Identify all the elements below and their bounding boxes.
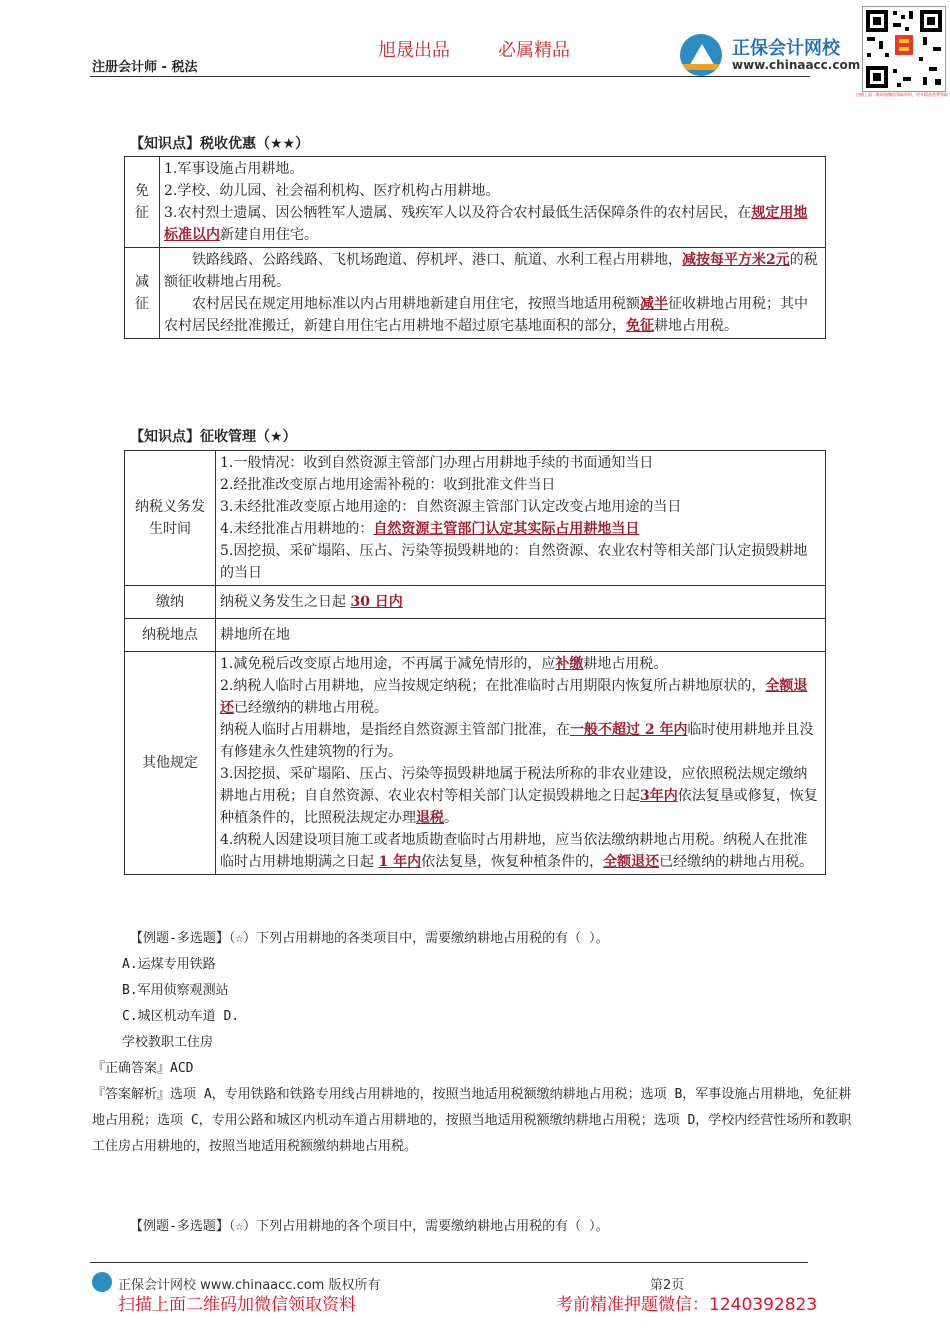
option-b: B.军用侦察观测站	[122, 983, 229, 998]
option-a: A.运煤专用铁路	[122, 957, 216, 972]
highlight-text: 全额退还	[220, 678, 808, 716]
reduce-content	[160, 248, 826, 339]
highlight-text: 减半	[640, 296, 668, 312]
row-label: 缴纳	[125, 586, 216, 619]
header-slogan-right: 必属精品	[498, 40, 570, 61]
brand-logo-icon	[680, 34, 722, 76]
brand-url: www.chinaacc.com	[732, 58, 861, 72]
highlight-text: 减按每平方米2元	[682, 252, 790, 268]
highlight-text: 退税	[416, 810, 444, 826]
highlight-text: 补缴	[555, 656, 584, 672]
exempt-content	[160, 157, 826, 248]
row-content: 耕地所在地	[216, 619, 826, 652]
table-row	[125, 248, 826, 339]
example1-question: 【例题-多选题】（☆）下列占用耕地的各类项目中，需要缴纳耕地占用税的有（ ）。	[130, 931, 609, 946]
list-item: 1.军事设施占用耕地。	[164, 161, 304, 177]
table-row	[125, 652, 826, 875]
row-label: 纳税义务发生时间	[125, 451, 216, 586]
row-content: 纳税义务发生之日起 30 日内	[216, 586, 826, 619]
list-item: 1.一般情况：收到自然资源主管部门办理占用耕地手续的书面通知当日	[220, 455, 654, 471]
tax-incentive-table	[124, 156, 826, 339]
highlight-text: 30 日内	[350, 594, 403, 610]
list-item: 3.未经批准改变原占地用途的：自然资源主管部门认定改变占地用途的当日	[220, 499, 682, 515]
qr-caption: 扫描上面二维码加微信领取资料，更多精品免费领取	[856, 92, 948, 97]
footer-logo-icon	[92, 1272, 112, 1292]
footer-divider	[90, 1262, 808, 1263]
example2-question: 【例题-多选题】（☆）下列占用耕地的各个项目中，需要缴纳耕地占用税的有（ ）。	[130, 1219, 609, 1234]
row-label: 纳税地点	[125, 619, 216, 652]
list-item: 4.纳税人因建设项目施工或者地质勘查临时占用耕地，应当依法缴纳耕地占用税。纳税人在批准临时占用耕地期满之日起 1 年内依法复垦，恢复种植条件的，全额退还已经缴纳的耕地占用税。	[220, 832, 814, 870]
section1-title: 【知识点】税收优惠（★★）	[130, 136, 310, 152]
paragraph: 农村居民在规定用地标准以内占用耕地新建自用住宅，按照当地适用税额减半征收耕地占用税；其中农村居民经批准搬迁，新建自用住宅占用耕地不超过原宅基地面积的部分，免征耕地占用税。	[164, 296, 808, 334]
brand-name: 正保会计网校	[732, 38, 840, 59]
example1-answer: 『正确答案』ACD	[92, 1061, 194, 1076]
list-item: 4.未经批准占用耕地的：自然资源主管部门认定其实际占用耕地当日	[220, 521, 640, 537]
list-item: 2.学校、幼儿园、社会福利机构、医疗机构占用耕地。	[164, 183, 500, 199]
header-divider	[90, 76, 810, 77]
table-row	[125, 157, 826, 248]
page-number: 第2页	[650, 1278, 685, 1293]
list-item: 纳税人临时占用耕地，是指经自然资源主管部门批准，在一般不超过 2 年内临时使用耕地并且没有修建永久性建筑物的行为。	[220, 722, 814, 760]
section2-title: 【知识点】征收管理（★）	[130, 429, 297, 445]
highlight-text: 自然资源主管部门认定其实际占用耕地当日	[373, 521, 640, 537]
paragraph: 铁路线路、公路线路、飞机场跑道、停机坪、港口、航道、水利工程占用耕地，减按每平方米2元的税额征收耕地占用税。	[164, 252, 818, 290]
header-slogan-left: 旭晟出品	[378, 40, 450, 61]
highlight-text: 全额退还	[603, 854, 660, 870]
list-item: 2.经批准改变原占地用途需补税的：收到批准文件当日	[220, 477, 556, 493]
highlight-text: 规定用地标准以内	[164, 205, 808, 243]
footer-copyright: 正保会计网校 www.chinaacc.com 版权所有	[118, 1278, 381, 1293]
row-label: 其他规定	[125, 652, 216, 875]
highlight-text: 1 年内	[378, 854, 422, 870]
promo-right: 考前精准押题微信：1240392823	[556, 1295, 818, 1315]
list-item: 3.农村烈士遗属、因公牺牲军人遗属、残疾军人以及符合农村最低生活保障条件的农村居民，在规定用地标准以内新建自用住宅。	[164, 205, 808, 243]
option-c: C.城区机动车道 D.	[122, 1009, 240, 1024]
collection-management-table	[124, 450, 826, 875]
option-d: 学校教职工住房	[122, 1035, 214, 1050]
reduce-label: 减征	[125, 248, 160, 339]
qr-code-icon	[862, 6, 946, 92]
example1-analysis: 『答案解析』选项 A，专用铁路和铁路专用线占用耕地的，按照当地适用税额缴纳耕地占用税；选项 B，军事设施占用耕地，免征耕地占用税；选项 C，专用公路和城区内机动车道占用耕地的，按照当地适用税额缴纳耕地占用税；选项 D，学校内经营性场所和教职工住房占用耕地的，按照当地适用税额缴纳耕地占用税。	[92, 1087, 852, 1154]
highlight-text: 免征	[626, 318, 654, 334]
exempt-label: 免征	[125, 157, 160, 248]
list-item: 5.因挖损、采矿塌陷、压占、污染等损毁耕地的：自然资源、农业农村等相关部门认定损毁耕地的当日	[220, 543, 808, 581]
list-item: 2.纳税人临时占用耕地，应当按规定纳税；在批准临时占用期限内恢复所占耕地原状的，全额退还已经缴纳的耕地占用税。	[220, 678, 808, 716]
course-title: 注册会计师 - 税法	[92, 60, 198, 75]
highlight-text: 一般不超过 2 年内	[570, 722, 688, 738]
table-row	[125, 586, 826, 619]
table-row	[125, 451, 826, 586]
table-row	[125, 619, 826, 652]
row-content	[216, 652, 826, 875]
list-item: 1.减免税后改变原占地用途，不再属于减免情形的，应补缴耕地占用税。	[220, 656, 668, 672]
row-content	[216, 451, 826, 586]
promo-left: 扫描上面二维码加微信领取资料	[118, 1295, 356, 1315]
list-item: 3.因挖损、采矿塌陷、压占、污染等损毁耕地属于税法所称的非农业建设，应依照税法规定缴纳耕地占用税；自自然资源、农业农村等相关部门认定损毁耕地之日起3年内依法复垦或修复，恢复种植条件的，比照税法规定办理退税。	[220, 766, 818, 826]
highlight-text: 3年内	[640, 788, 678, 804]
